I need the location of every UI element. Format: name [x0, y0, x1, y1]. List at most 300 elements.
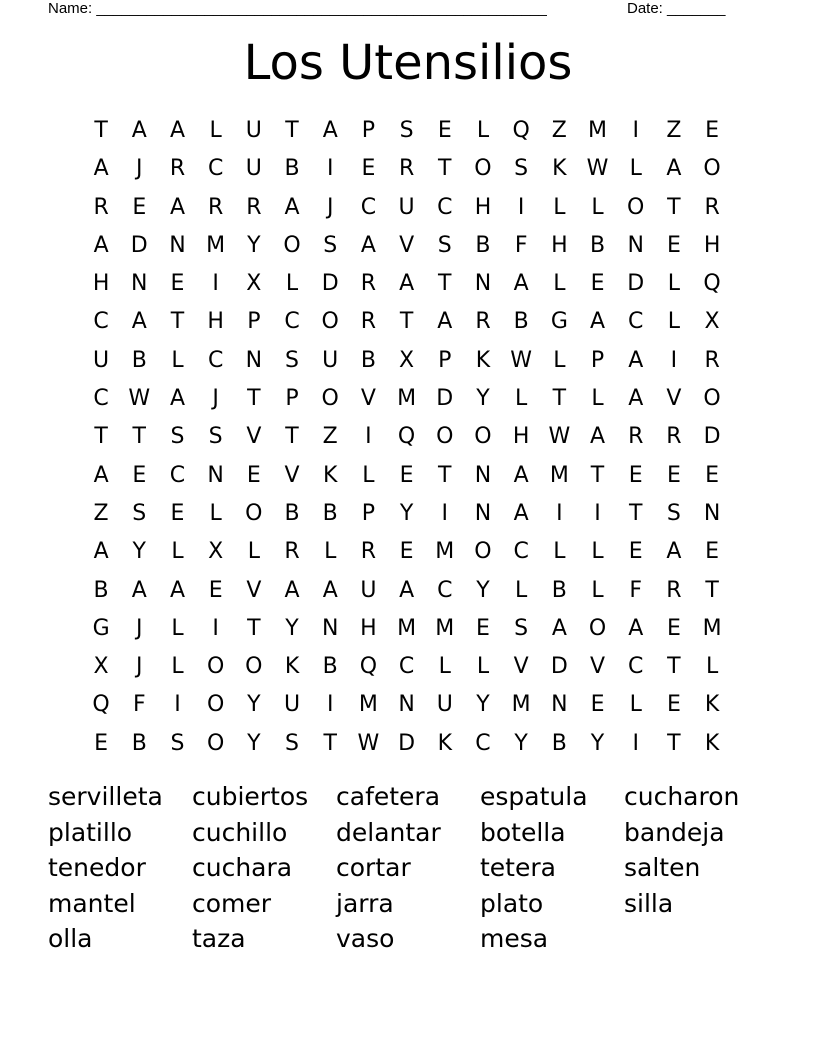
grid-letter: W	[510, 347, 533, 373]
grid-letter: D	[436, 386, 454, 412]
grid-letter: K	[323, 462, 338, 488]
grid-letter: Y	[476, 386, 490, 412]
grid-letter: L	[324, 539, 337, 565]
word-list-item: platillo	[48, 817, 133, 847]
grid-letter: T	[438, 156, 452, 182]
grid-letter: T	[705, 577, 719, 603]
word-list-item: comer	[192, 888, 272, 918]
grid-letter: Y	[590, 730, 605, 756]
grid-letter: K	[552, 156, 567, 182]
grid-letter: N	[474, 462, 492, 488]
grid-letter: Q	[397, 424, 416, 450]
word-list-item: silla	[624, 888, 674, 918]
grid-letter: D	[130, 232, 148, 258]
grid-letter: Y	[476, 577, 490, 603]
word-list-item: delantar	[336, 817, 441, 847]
grid-letter: E	[399, 462, 414, 488]
grid-letter: T	[552, 386, 567, 412]
grid-letter: O	[474, 539, 492, 565]
grid-letter: C	[169, 462, 186, 488]
word-list-item: servilleta	[48, 782, 163, 811]
grid-letter: M	[511, 692, 531, 718]
grid-letter: E	[628, 539, 643, 565]
grid-letter: L	[553, 271, 566, 297]
grid-letter: S	[170, 730, 185, 756]
grid-letter: U	[436, 692, 453, 718]
grid-letter: A	[93, 539, 109, 565]
grid-letter: T	[438, 271, 452, 297]
grid-letter: M	[435, 615, 455, 641]
grid-letter: Z	[666, 118, 682, 143]
grid-letter: U	[398, 194, 415, 220]
grid-letter: C	[93, 309, 109, 335]
grid-letter: T	[667, 730, 681, 756]
word-list-item: cafetera	[336, 782, 441, 811]
grid-letter: A	[169, 194, 185, 220]
grid-letter: N	[207, 462, 224, 488]
grid-letter: M	[397, 386, 417, 412]
grid-letter: L	[705, 654, 719, 680]
grid-letter: D	[321, 271, 339, 297]
word-search-grid	[82, 112, 731, 763]
grid-letter: N	[474, 500, 492, 526]
word-list-item: mantel	[48, 888, 136, 918]
grid-letter: W	[586, 156, 609, 182]
grid-letter: C	[437, 577, 453, 603]
grid-letter: N	[703, 500, 721, 526]
grid-letter: V	[513, 654, 529, 680]
grid-letter: V	[360, 386, 376, 412]
grid-letter: S	[285, 347, 300, 373]
grid-letter: A	[666, 539, 682, 565]
grid-letter: C	[284, 309, 300, 335]
grid-letter: R	[360, 271, 377, 297]
grid-letter: A	[131, 118, 147, 143]
grid-letter: A	[93, 232, 109, 258]
grid-letter: K	[704, 692, 720, 718]
grid-letter: W	[357, 730, 380, 756]
grid-letter: A	[360, 232, 376, 258]
grid-letter: E	[590, 271, 605, 297]
grid-letter: A	[628, 386, 644, 412]
grid-letter: A	[590, 309, 606, 335]
grid-letter: K	[704, 730, 720, 756]
grid-letter: O	[206, 692, 225, 718]
grid-letter: K	[437, 730, 452, 756]
word-list-item: plato	[480, 888, 544, 918]
grid-letter: Y	[247, 692, 261, 718]
word-list-item: salten	[624, 853, 701, 882]
grid-letter: I	[174, 692, 181, 718]
grid-letter: N	[474, 271, 492, 297]
grid-letter: A	[513, 271, 529, 297]
grid-letter: E	[666, 615, 681, 641]
grid-letter: A	[93, 462, 109, 488]
grid-letter: R	[704, 347, 720, 373]
grid-letter: A	[284, 194, 300, 220]
word-list-item: vaso	[336, 924, 395, 953]
grid-letter: C	[628, 309, 644, 335]
grid-letter: E	[705, 118, 720, 143]
grid-letter: R	[284, 539, 300, 565]
grid-letter: V	[246, 577, 262, 603]
grid-letter: W	[128, 386, 151, 412]
grid-letter: S	[666, 500, 681, 526]
grid-letter: A	[437, 309, 453, 335]
grid-letter: I	[365, 424, 372, 450]
grid-letter: J	[136, 615, 143, 641]
grid-letter: H	[551, 232, 568, 258]
grid-letter: S	[208, 424, 223, 450]
grid-letter: K	[284, 654, 300, 680]
grid-letter: R	[666, 577, 682, 603]
grid-letter: B	[131, 347, 147, 373]
grid-letter: T	[667, 654, 681, 680]
grid-letter: B	[551, 577, 567, 603]
grid-letter: A	[169, 118, 185, 143]
grid-letter: I	[212, 615, 219, 641]
grid-letter: R	[360, 539, 377, 565]
grid-letter: R	[246, 194, 262, 220]
grid-letter: S	[514, 156, 529, 182]
grid-letter: L	[209, 118, 222, 143]
grid-letter: V	[666, 386, 682, 412]
grid-letter: E	[208, 577, 223, 603]
grid-letter: O	[283, 232, 301, 258]
grid-letter: T	[94, 118, 108, 143]
grid-letter: L	[667, 309, 681, 335]
grid-letter: A	[322, 118, 338, 143]
grid-letter: E	[361, 156, 376, 182]
grid-letter: Z	[551, 118, 567, 143]
grid-letter: L	[553, 347, 566, 373]
grid-letter: F	[514, 232, 528, 258]
grid-letter: G	[92, 615, 110, 641]
grid-letter: C	[475, 730, 491, 756]
grid-letter: U	[245, 118, 262, 143]
grid-letter: T	[132, 424, 146, 450]
grid-letter: T	[628, 500, 643, 526]
grid-letter: F	[629, 577, 643, 603]
grid-letter: A	[628, 347, 644, 373]
grid-letter: E	[399, 539, 414, 565]
grid-letter: L	[476, 654, 490, 680]
grid-letter: P	[361, 500, 376, 526]
grid-letter: L	[591, 539, 604, 565]
grid-letter: E	[666, 692, 681, 718]
grid-letter: A	[590, 424, 606, 450]
grid-letter: L	[515, 386, 528, 412]
grid-letter: H	[703, 232, 721, 258]
grid-letter: E	[666, 232, 681, 258]
grid-letter: L	[362, 462, 375, 488]
word-list-item: taza	[192, 924, 246, 953]
grid-letter: L	[171, 615, 184, 641]
grid-letter: T	[399, 309, 414, 335]
grid-letter: P	[361, 118, 376, 143]
grid-letter: E	[476, 615, 490, 641]
grid-letter: X	[246, 271, 262, 297]
word-list-item: botella	[480, 817, 566, 847]
grid-letter: O	[703, 386, 721, 412]
grid-letter: N	[169, 232, 186, 258]
grid-letter: R	[208, 194, 224, 220]
grid-letter: H	[92, 271, 110, 297]
grid-letter: R	[666, 424, 682, 450]
grid-letter: M	[397, 615, 417, 641]
grid-letter: F	[132, 692, 146, 718]
grid-letter: E	[170, 500, 185, 526]
grid-letter: T	[94, 424, 108, 450]
grid-letter: T	[285, 118, 299, 143]
grid-letter: B	[475, 232, 491, 258]
grid-letter: O	[588, 615, 607, 641]
grid-letter: A	[131, 577, 147, 603]
grid-letter: N	[551, 692, 568, 718]
grid-letter: M	[435, 539, 455, 565]
grid-letter: Q	[92, 692, 110, 718]
grid-letter: M	[206, 232, 226, 258]
grid-letter: T	[323, 730, 337, 756]
grid-letter: Q	[359, 654, 378, 680]
page-title: Los Utensilios	[243, 35, 573, 91]
grid-letter: P	[285, 386, 299, 412]
word-list-item: tenedor	[48, 853, 146, 882]
grid-letter: N	[398, 692, 415, 718]
grid-letter: G	[550, 309, 568, 335]
grid-letter: A	[666, 156, 682, 182]
grid-letter: A	[399, 577, 415, 603]
grid-letter: J	[136, 654, 143, 680]
grid-letter: A	[513, 500, 529, 526]
grid-letter: R	[475, 309, 491, 335]
grid-letter: S	[132, 500, 147, 526]
grid-letter: D	[703, 424, 721, 450]
grid-letter: L	[476, 118, 490, 143]
grid-letter: L	[553, 539, 566, 565]
word-list-item: cortar	[336, 853, 411, 882]
grid-letter: O	[436, 424, 454, 450]
grid-letter: L	[591, 577, 604, 603]
grid-letter: M	[702, 615, 722, 641]
grid-letter: E	[437, 118, 452, 143]
grid-letter: B	[360, 347, 376, 373]
grid-letter: A	[322, 577, 338, 603]
grid-letter: H	[512, 424, 530, 450]
grid-letter: E	[94, 730, 109, 756]
grid-letter: D	[550, 654, 568, 680]
grid-letter: E	[705, 539, 720, 565]
grid-letter: A	[513, 462, 529, 488]
grid-letter: D	[398, 730, 416, 756]
grid-letter: L	[667, 271, 681, 297]
grid-letter: A	[131, 309, 147, 335]
grid-letter: S	[399, 118, 414, 143]
grid-letter: O	[627, 194, 645, 220]
grid-letter: B	[322, 500, 338, 526]
grid-letter: T	[438, 462, 452, 488]
grid-letter: C	[628, 654, 644, 680]
grid-letter: V	[590, 654, 606, 680]
grid-letter: N	[627, 232, 644, 258]
grid-letter: R	[360, 309, 377, 335]
grid-letter: L	[209, 500, 222, 526]
grid-letter: N	[321, 615, 339, 641]
grid-letter: I	[594, 500, 601, 526]
word-list-item: olla	[48, 924, 93, 953]
grid-letter: Y	[247, 232, 261, 258]
grid-letter: A	[628, 615, 644, 641]
grid-letter: O	[245, 500, 263, 526]
grid-letter: X	[704, 309, 720, 335]
grid-letter: O	[321, 386, 339, 412]
grid-letter: X	[93, 654, 109, 680]
grid-letter: I	[632, 730, 639, 756]
grid-letter: X	[208, 539, 224, 565]
grid-letter: Y	[399, 500, 414, 526]
grid-letter: E	[246, 462, 261, 488]
grid-letter: P	[590, 347, 605, 373]
grid-letter: T	[170, 309, 185, 335]
grid-letter: M	[358, 692, 378, 718]
grid-letter: I	[517, 194, 525, 220]
grid-letter: O	[474, 424, 492, 450]
grid-letter: L	[591, 386, 604, 412]
grid-letter: M	[549, 462, 569, 488]
grid-letter: R	[398, 156, 415, 182]
grid-letter: K	[475, 347, 491, 373]
grid-letter: Y	[132, 539, 146, 565]
grid-letter: E	[132, 462, 147, 488]
name-field-label: Name: ______________________________________________________	[48, 0, 547, 17]
grid-letter: J	[136, 156, 143, 182]
grid-letter: N	[245, 347, 263, 373]
grid-letter: H	[207, 309, 224, 335]
grid-letter: V	[284, 462, 300, 488]
grid-letter: E	[628, 462, 643, 488]
grid-letter: Z	[93, 500, 109, 526]
grid-letter: C	[207, 347, 224, 373]
grid-letter: S	[514, 615, 529, 641]
grid-letter: B	[322, 654, 338, 680]
grid-letter: T	[590, 462, 605, 488]
grid-letter: L	[171, 347, 184, 373]
grid-letter: L	[553, 194, 566, 220]
grid-letter: Q	[703, 271, 721, 297]
grid-letter: Y	[247, 730, 261, 756]
grid-letter: S	[323, 232, 338, 258]
grid-letter: B	[131, 730, 147, 756]
grid-letter: O	[245, 654, 263, 680]
grid-letter: U	[283, 692, 301, 718]
grid-letter: B	[513, 309, 529, 335]
grid-letter: L	[629, 156, 642, 182]
grid-letter: M	[588, 118, 608, 143]
grid-letter: R	[704, 194, 720, 220]
grid-letter: O	[474, 156, 492, 182]
grid-letter: B	[93, 577, 109, 603]
grid-letter: N	[131, 271, 148, 297]
grid-letter: C	[93, 386, 109, 412]
grid-letter: S	[285, 730, 300, 756]
grid-letter: I	[670, 347, 678, 373]
grid-letter: I	[326, 156, 334, 182]
grid-letter: A	[93, 156, 109, 182]
grid-letter: C	[398, 654, 415, 680]
grid-letter: C	[437, 194, 453, 220]
grid-letter: Z	[322, 424, 338, 450]
grid-letter: B	[551, 730, 567, 756]
grid-letter: E	[666, 462, 681, 488]
grid-letter: R	[93, 194, 109, 220]
grid-letter: J	[326, 194, 334, 220]
grid-letter: C	[360, 194, 377, 220]
grid-letter: I	[212, 271, 219, 297]
grid-letter: L	[515, 577, 528, 603]
grid-letter: V	[399, 232, 415, 258]
grid-letter: E	[170, 271, 185, 297]
grid-letter: O	[321, 309, 339, 335]
grid-letter: L	[591, 194, 604, 220]
grid-letter: I	[632, 118, 639, 143]
grid-letter: V	[246, 424, 262, 450]
date-field-label: Date: _______	[627, 0, 726, 17]
word-list-item: jarra	[336, 888, 394, 918]
grid-letter: A	[169, 577, 185, 603]
grid-letter: T	[285, 424, 299, 450]
word-list-item: mesa	[480, 924, 549, 953]
grid-letter: B	[284, 156, 300, 182]
grid-letter: U	[360, 577, 377, 603]
grid-letter: Y	[476, 692, 490, 718]
grid-letter: Y	[285, 615, 299, 641]
word-list-item: cucharon	[624, 782, 740, 811]
word-list-item: espatula	[480, 782, 588, 811]
grid-letter: L	[438, 654, 451, 680]
grid-letter: H	[474, 194, 492, 220]
grid-letter: O	[206, 730, 225, 756]
grid-letter: B	[589, 232, 606, 258]
grid-letter: D	[627, 271, 645, 297]
word-list-item: cubiertos	[192, 782, 309, 811]
word-list-item: tetera	[480, 853, 556, 882]
grid-letter: E	[705, 462, 720, 488]
grid-letter: U	[245, 156, 262, 182]
grid-letter: Q	[512, 118, 530, 143]
grid-letter: L	[285, 271, 299, 297]
grid-letter: L	[629, 692, 642, 718]
grid-letter: B	[284, 500, 300, 526]
grid-letter: O	[703, 156, 721, 182]
grid-letter: I	[326, 692, 334, 718]
grid-letter: A	[551, 615, 567, 641]
word-list-item: bandeja	[624, 817, 725, 847]
grid-letter: H	[360, 615, 377, 641]
grid-letter: T	[667, 194, 681, 220]
word-list	[48, 779, 768, 957]
grid-letter: P	[438, 347, 452, 373]
grid-letter: O	[206, 654, 225, 680]
grid-letter: U	[322, 347, 339, 373]
grid-letter: X	[399, 347, 415, 373]
grid-letter: J	[212, 386, 219, 412]
grid-letter: T	[247, 386, 261, 412]
grid-letter: C	[207, 156, 224, 182]
grid-letter: S	[437, 232, 452, 258]
grid-letter: L	[171, 654, 184, 680]
header-line	[48, 0, 748, 20]
grid-letter: S	[170, 424, 185, 450]
